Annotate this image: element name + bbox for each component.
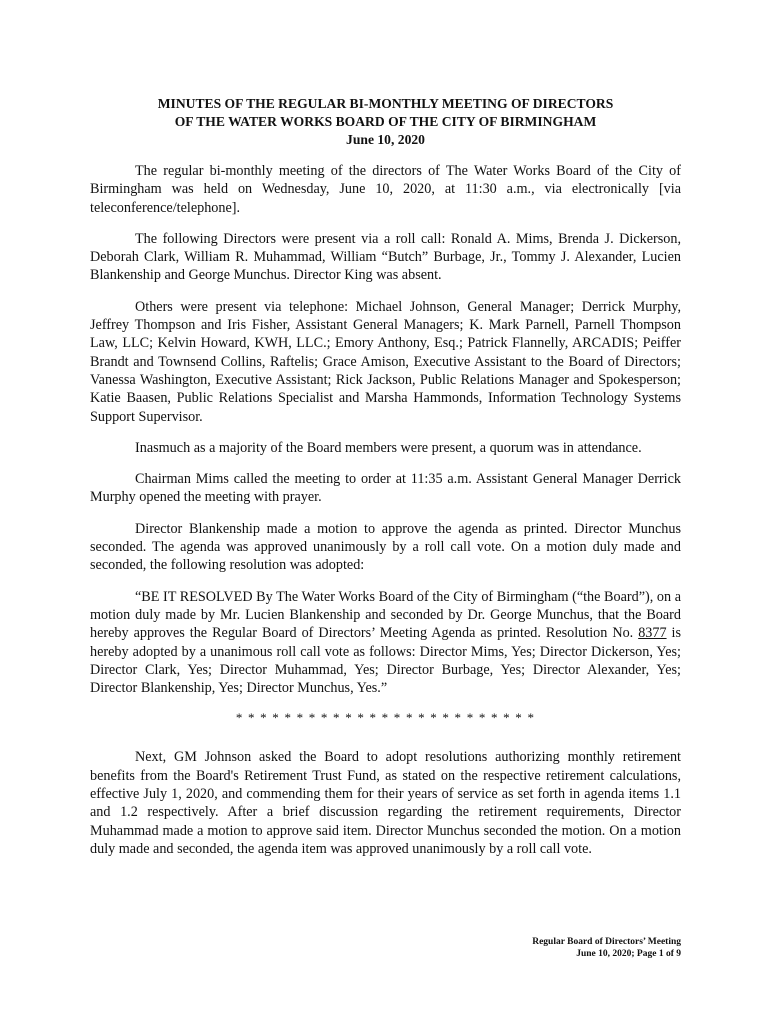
footer-line-1: Regular Board of Directors’ Meeting [532, 937, 681, 947]
paragraph-agenda-motion: Director Blankenship made a motion to approve the agenda as printed. Director Munchus seconded. The agenda was approved unanimously by a roll call vote. On a motion duly made and seconded, the following resolution was adopted: [90, 520, 681, 574]
section-separator: * * * * * * * * * * * * * * * * * * * * * * * * * [235, 710, 536, 726]
paragraph-directors-present: The following Directors were present via a roll call: Ronald A. Mims, Brenda J. Dickerson, Deborah Clark, William R. Muhammad, William “Butch” Burbage, Jr., Tommy J. Alexander, Lucien Blankenship and George Munchus. Director King was absent. [90, 230, 681, 284]
paragraph-meeting-info: The regular bi-monthly meeting of the directors of The Water Works Board of the City of Birmingham was held on Wednesday, June 10, 2020, at 11:30 a.m., via electronically [via teleconference/telephone]. [90, 163, 681, 216]
title-line-2: OF THE WATER WORKS BOARD OF THE CITY OF BIRMINGHAM [174, 114, 597, 129]
resolution-text-before: “BE IT RESOLVED By The Water Works Board of the City of Birmingham (“the Board”), on a motion duly made by Mr. Lucien Blankenship and seconded by Dr. George Munchus, that the Board hereby approves the Regular Board of Directors’ Meeting Agenda as printed. Resolution No. [90, 588, 681, 642]
paragraph-resolution [90, 588, 681, 698]
title-line-1: MINUTES OF THE REGULAR BI-MONTHLY MEETING OF DIRECTORS [157, 96, 614, 111]
paragraph-quorum: Inasmuch as a majority of the Board members were present, a quorum was in attendance. [135, 439, 642, 456]
paragraph-retirement-benefits: Next, GM Johnson asked the Board to adopt resolutions authorizing monthly retirement benefits from the Board's Retirement Trust Fund, as stated on the respective retirement calculations, effective July 1, 2020, and commending them for their years of service as set forth in agenda items 1.1 and 1.2 respectively. After a brief discussion regarding the retirement requirements, Director Muhammad made a motion to approve said item. Director Munchus seconded the motion. On a motion duly made and seconded, the agenda item was approved unanimously by a roll call vote. [90, 749, 681, 857]
title-date: June 10, 2020 [346, 132, 425, 147]
page-footer [532, 936, 681, 960]
resolution-number: 8377 [638, 625, 667, 642]
document-title [90, 95, 681, 149]
paragraph-call-to-order: Chairman Mims called the meeting to order at 11:35 a.m. Assistant General Manager Derrick Murphy opened the meeting with prayer. [90, 471, 681, 506]
paragraph-others-present: Others were present via telephone: Michael Johnson, General Manager; Derrick Murphy, Jeffrey Thompson and Iris Fisher, Assistant General Managers; K. Mark Parnell, Parnell Thompson Law, LLC; Kelvin Howard, KWH, LLC.; Emory Anthony, Esq.; Patrick Flannelly, ARCADIS; Peiffer Brandt and Townsend Collins, Raftelis; Grace Amison, Executive Assistant to the Board of Directors; Vanessa Washington, Executive Assistant; Rick Jackson, Public Relations Manager and Spokesperson; Katie Baasen, Public Relations Specialist and Marsha Hammonds, Information Technology Systems Support Supervisor. [90, 298, 681, 425]
footer-line-2: June 10, 2020; Page 1 of 9 [576, 949, 681, 959]
resolution-text-after: is hereby adopted by a unanimous roll call vote as follows: Director Mims, Yes; Director Dickerson, Yes; Director Clark, Yes; Director Muhammad, Yes; Director Burbage, Yes; Director Alexander, Yes; Director Blankenship, Yes; Director Munchus, Yes.” [90, 625, 681, 697]
